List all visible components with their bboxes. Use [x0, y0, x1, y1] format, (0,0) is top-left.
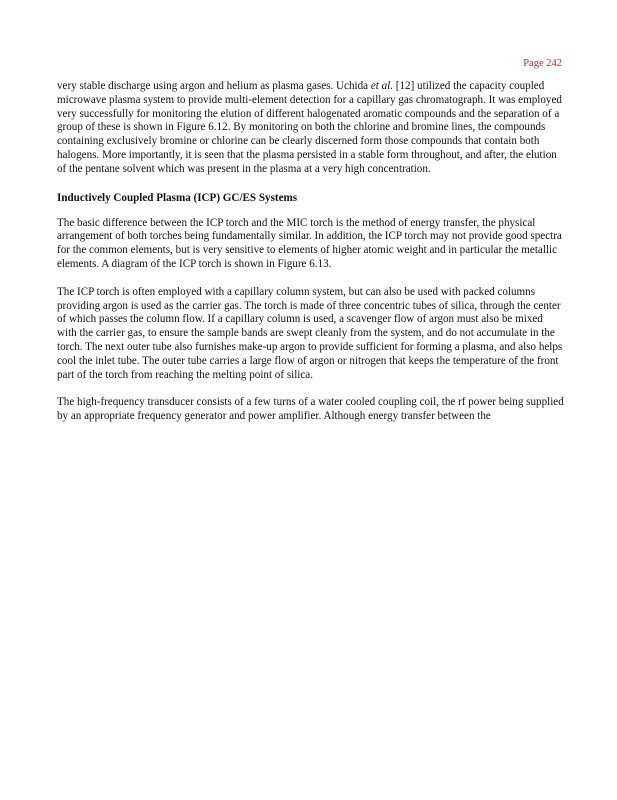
et-al-italic: et al. [370, 80, 394, 92]
section-heading-icp: Inductively Coupled Plasma (ICP) GC/ES Systems [57, 191, 298, 204]
paragraph-uchida-text-end: [12] utilized the capacity coupled microwave plasma system to provide multi-element detection for a capillary gas chromatograph. It was employed very successfully for monitoring the elution of different halogenated aromatic compounds and the separation of a group of these is shown in Figure 6.12. By monitoring on both the chlorine and bromine lines, the compounds containing exclusively bromine or chlorine can be clearly discerned form those compounds that contain both halogens. More importantly, it is seen that the plasma persisted in a stable form throughout, and after, the elution of the pentane solvent which was present in the plasma at a very high concentration. [57, 80, 562, 175]
paragraph-icp-torch-construction: The ICP torch is often employed with a capillary column system, but can also be used with packed columns providing argon is used as the carrier gas. The torch is made of three concentric tubes of silica, through the center of which passes the column flow. If a capillary column is used, a scavenger flow of argon must also be mixed with the carrier gas, to ensure the sample bands are swept cleanly from the system, and do not accumulate in the torch. The next outer tube also furnishes make-up argon to provide sufficient for forming a plasma, and also helps cool the inlet tube. The outer tube carries a large flow of argon or nitrogen that keeps the temperature of the front part of the torch from reaching the melting point of silica. [57, 285, 563, 381]
paragraph-uchida-text-start: very stable discharge using argon and helium as plasma gases. Uchida [57, 80, 371, 92]
paragraph-uchida [57, 80, 565, 177]
page-number: Page 242 [523, 58, 562, 69]
page-body [57, 80, 565, 438]
paragraph-icp-difference: The basic difference between the ICP torch and the MIC torch is the method of energy transfer, the physical arrangement of both torches being fundamentally similar. In addition, the ICP torch may not provide good spectra for the common elements, but is very sensitive to elements of higher atomic weight and in particular the metallic elements. A diagram of the ICP torch is shown in Figure 6.13. [57, 216, 562, 270]
paragraph-hf-transducer: The high-frequency transducer consists of a few turns of a water cooled coupling coil, the rf power being supplied by an appropriate frequency generator and power amplifier. Although energy transfer between the [57, 396, 564, 423]
